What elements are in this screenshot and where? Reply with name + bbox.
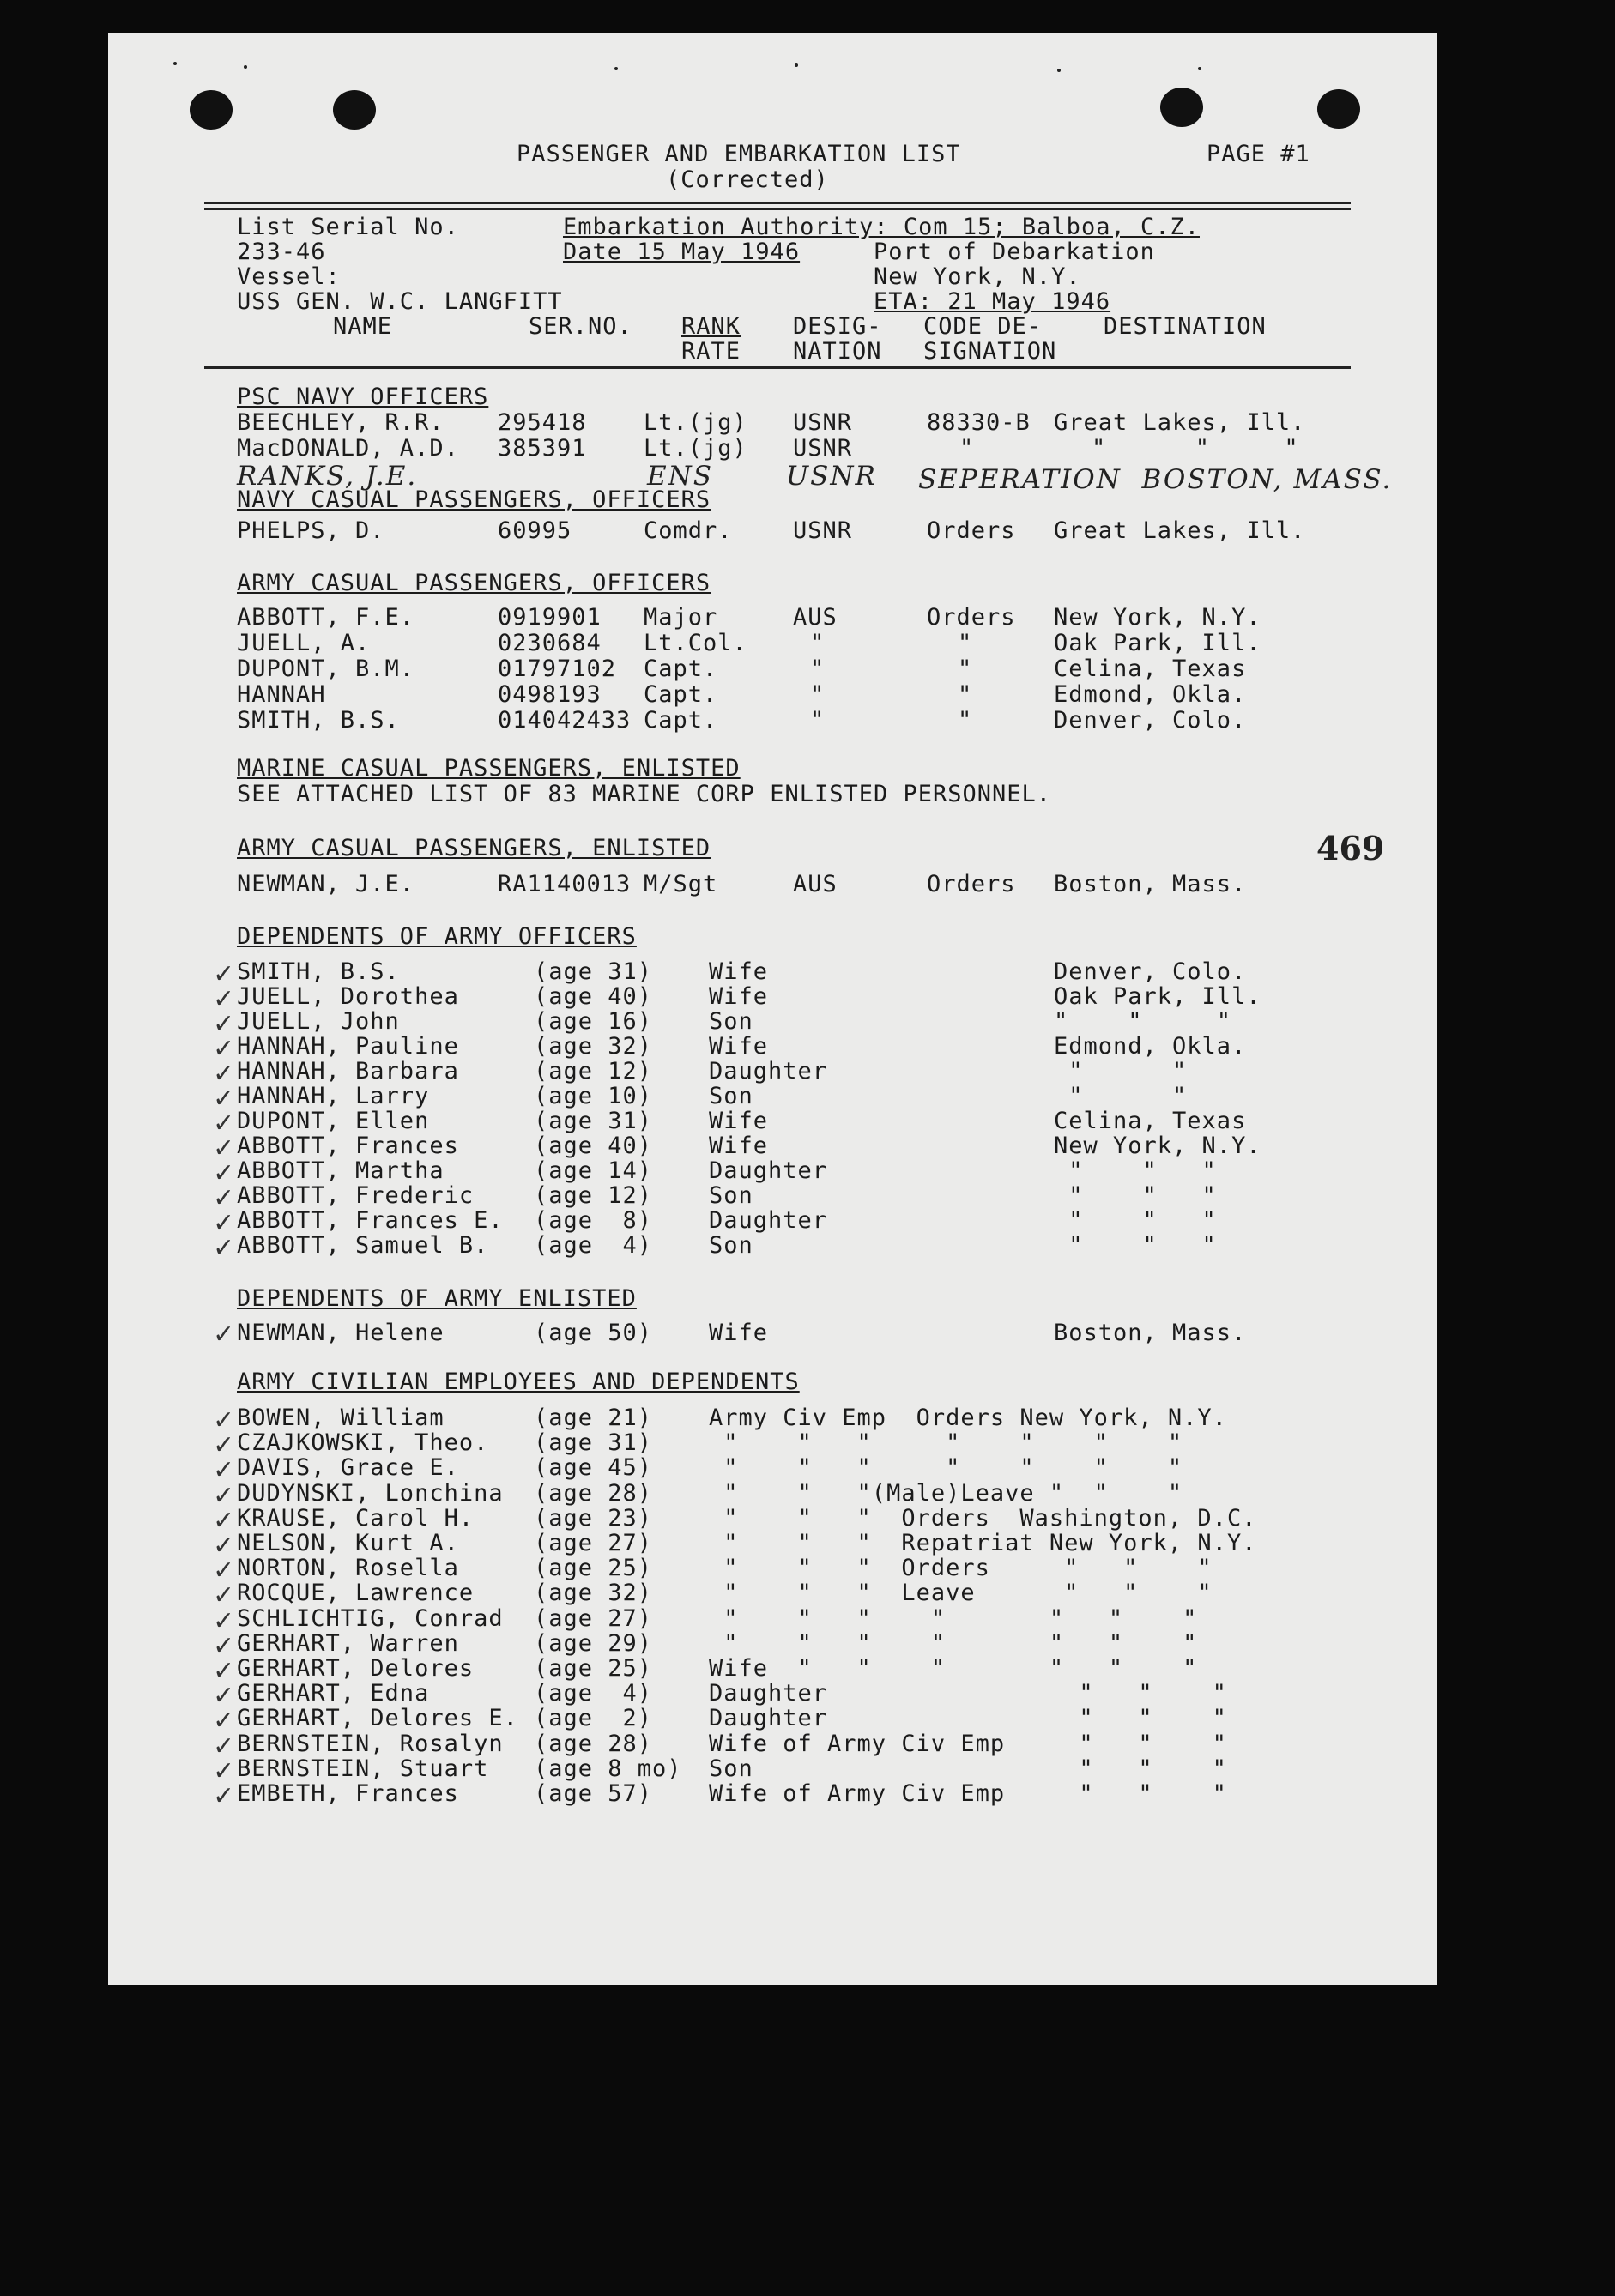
page-label: PAGE #1 [1207, 141, 1310, 167]
punch-hole [190, 90, 233, 130]
document-title: PASSENGER AND EMBARKATION LIST [517, 141, 961, 167]
rule [204, 208, 1351, 210]
check-mark-icon: ✓ [213, 1183, 235, 1213]
document-subtitle: (Corrected) [666, 166, 829, 193]
col-destination: DESTINATION [1104, 313, 1267, 340]
check-mark-icon: ✓ [213, 1531, 235, 1561]
check-mark-icon: ✓ [213, 1109, 235, 1139]
rule [204, 366, 1351, 369]
check-mark-icon: ✓ [213, 1630, 235, 1661]
punch-hole [1317, 89, 1360, 129]
col-ser: SER.NO. [529, 313, 632, 340]
check-mark-icon: ✓ [213, 1580, 235, 1611]
check-mark-icon: ✓ [213, 1681, 235, 1712]
check-mark-icon: ✓ [213, 1505, 235, 1536]
check-mark-icon: ✓ [213, 1133, 235, 1163]
check-mark-icon: ✓ [213, 1009, 235, 1039]
check-mark-icon: ✓ [213, 1034, 235, 1064]
section-heading: ARMY CASUAL PASSENGERS, ENLISTED [237, 835, 711, 861]
section-heading: PSC NAVY OFFICERS [237, 384, 489, 410]
vessel-label: Vessel: [237, 263, 341, 290]
check-mark-icon: ✓ [213, 1656, 235, 1686]
col-rate: RATE [681, 338, 741, 365]
stamped-page-number: 469 [1316, 829, 1385, 867]
section-heading: DEPENDENTS OF ARMY ENLISTED [237, 1285, 637, 1312]
embarkation-authority: Embarkation Authority: Com 15; Balboa, C.Z. [563, 214, 1200, 240]
section-heading: ARMY CASUAL PASSENGERS, OFFICERS [237, 570, 711, 596]
check-mark-icon: ✓ [213, 959, 235, 989]
check-mark-icon: ✓ [213, 1405, 235, 1435]
eta: ETA: 21 May 1946 [874, 288, 1111, 315]
col-nation: NATION [793, 338, 882, 365]
check-mark-icon: ✓ [213, 1480, 235, 1511]
list-serial-label: List Serial No. [237, 214, 459, 240]
check-mark-icon: ✓ [213, 1731, 235, 1761]
check-mark-icon: ✓ [213, 1430, 235, 1461]
section-heading: ARMY CIVILIAN EMPLOYEES AND DEPENDENTS [237, 1369, 800, 1395]
check-mark-icon: ✓ [213, 1455, 235, 1486]
col-desig: DESIG- [793, 313, 882, 340]
check-mark-icon: ✓ [213, 1320, 235, 1350]
check-mark-icon: ✓ [213, 1233, 235, 1263]
rule [204, 202, 1351, 204]
punch-hole [1160, 88, 1203, 127]
list-serial-value: 233-46 [237, 239, 326, 265]
check-mark-icon: ✓ [213, 1605, 235, 1636]
check-mark-icon: ✓ [213, 1755, 235, 1786]
check-mark-icon: ✓ [213, 1208, 235, 1238]
check-mark-icon: ✓ [213, 1158, 235, 1188]
col-signation: SIGNATION [923, 338, 1057, 365]
marine-note: SEE ATTACHED LIST OF 83 MARINE CORP ENLISTED PERSONNEL. [237, 781, 1052, 807]
date: Date 15 May 1946 [563, 239, 801, 265]
check-mark-icon: ✓ [213, 1706, 235, 1737]
punch-hole [333, 90, 376, 130]
col-name: NAME [333, 313, 393, 340]
section-heading: MARINE CASUAL PASSENGERS, ENLISTED [237, 755, 741, 782]
document-page: PASSENGER AND EMBARKATION LIST (Corrected) PAGE #1 List Serial No. 233-46 Vessel: USS GEN. W.C. LANGFITT Embarkation Authority: Com 15; Balboa, C.Z. Date 15 May 1946 Port of Debarkation New York, N.Y. ETA: 21 May 1946 NAME SER.NO. RANK RATE DESIG- NATION CODE DE- SIGNATION DESTINATION PSC NAVY OFFICERS BEECHLEY, R.R. 295418 Lt.(jg) USNR 88330-B Great Lakes, Ill. MacDONALD, A.D. 385391 Lt.(jg) USNR " " " " RANKS, J.E. ENS USNR SEPERATION BOSTON, MASS. NAVY CASUAL PASSENGERS, OFFICERS PHELPS, D. 60995 Comdr. USNR Orders Great Lakes, Ill. ARMY CASUAL PASSENGERS, OFFICERS ABBOTT, F.E. 0919901 Major AUS Orders New York, N.Y. JUELL, A. 0230684 Lt.Col. " " Oak Park, Ill. DUPONT, B.M. 01797102 Capt. " " Celina, Texas HANNAH 0498193 Capt. " " Edmond, Okla. SMITH, B.S. 014042433 Capt. " " Denver, Colo. MARINE CASUAL PASSENGERS, ENLISTED SEE ATTACHED LIST OF 83 MARINE CORP ENLISTED PERSONNEL. ARMY CASUAL PASSENGERS, ENLISTED 469 NEWMAN, J.E. RA1140013 M/Sgt AUS Orders Boston, Mass. DEPENDENTS OF ARMY OFFICERS ✓ SMITH, B.S. (age 31) Wife Denver, Colo. ✓ JUELL, Dorothea (age 40) Wife Oak Park, Ill. ✓ JUELL, John (age 16) Son " " " ✓ HANNAH, Pauline (age 32) Wife Edmond, Okla. ✓ HANNAH, Barbara (age 12) Daughter " " ✓ HANNAH, Larry (age 10) Son " " ✓ DUPONT, Ellen (age 31) Wife Celina, Texas ✓ ABBOTT, Frances (age 40) Wife New York, N.Y. ✓ ABBOTT, Martha (age 14) Daughter " " " ✓ ABBOTT, Frederic (age 12) Son " " " ✓ ABBOTT, Frances E. (age 8) Daughter " " " ✓ ABBOTT, Samuel B. (age 4) Son " " " DEPENDENTS OF ARMY ENLISTED ✓ NEWMAN, Helene (age 50) Wife Boston, Mass. ARMY CIVILIAN EMPLOYEES AND DEPENDENTS ✓ BOWEN, William (age 21) Army Civ Emp Orders New York, N.Y. ✓ CZAJKOWSKI, Theo. (age 31) " " " " " " " ✓ DAVIS, Grace E. (age 45) " " " " " " " ✓ DUDYNSKI, Lonchina (age 28) " " "(Male)Leave " " " ✓ KRAUSE, Carol H. (age 23) " " " Orders Washington, D.C. ✓ NELSON, Kurt A. (age 27) " " " Repatriat New York, N.Y. ✓ NORTON, Rosella (age 25) " " " Orders " " " ✓ ROCQUE, Lawrence (age 32) " " " Leave " " " ✓ SCHLICHTIG, Conrad (age 27) " " " " " " " ✓ GERHART, Warren (age 29) " " " " " " " ✓ GERHART, Delores (age 25) Wife " " " " " " ✓ GERHART, Edna (age 4) Daughter " " " ✓ GERHART, Delores E. (age 2) Daughter " " " ✓ BERNSTEIN, Rosalyn (age 28) Wife of Army Civ Emp " " " ✓ BERNSTEIN, Stuart (age 8 mo) Son " " " ✓ EMBETH, Frances (age 57) Wife of Army Civ Emp " " " [108, 33, 1437, 1985]
vessel-value: USS GEN. W.C. LANGFITT [237, 288, 563, 315]
port-value: New York, N.Y. [874, 263, 1081, 290]
port-label: Port of Debarkation [874, 239, 1155, 265]
check-mark-icon: ✓ [213, 1084, 235, 1114]
check-mark-icon: ✓ [213, 1781, 235, 1811]
col-rank: RANK [681, 313, 741, 340]
check-mark-icon: ✓ [213, 984, 235, 1014]
check-mark-icon: ✓ [213, 1556, 235, 1586]
section-heading: NAVY CASUAL PASSENGERS, OFFICERS [237, 486, 711, 513]
section-heading: DEPENDENTS OF ARMY OFFICERS [237, 923, 637, 950]
col-code: CODE DE- [923, 313, 1043, 340]
check-mark-icon: ✓ [213, 1059, 235, 1089]
